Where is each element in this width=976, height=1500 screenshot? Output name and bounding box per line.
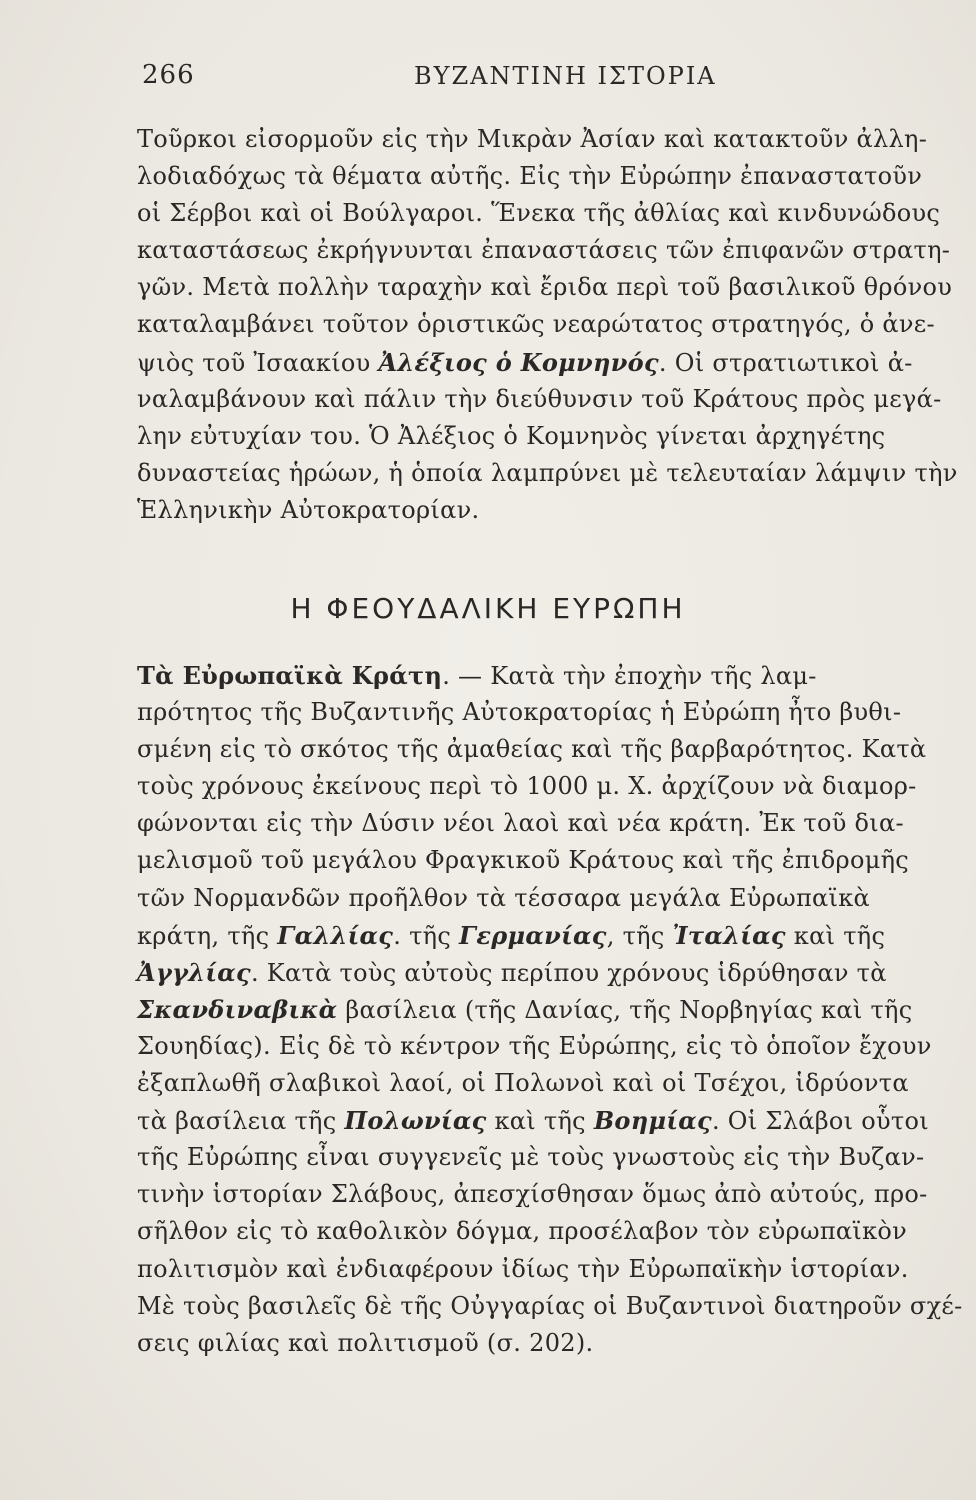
text-line: λοδιαδόχως τὰ θέματα αὐτῆς. Εἰς τὴν Εὐρώπην ἐπαναστατοῦν [137,162,923,191]
text-line: Μὲ τοὺς βασιλεῖς δὲ τῆς Οὐγγαρίας οἱ Βυζαντινοὶ διατηροῦν σχέ- [137,1291,963,1320]
subsection-title: Τὰ Εὐρωπαϊκὰ Κράτη [137,661,443,690]
text-line: πολιτισμὸν καὶ ἐνδιαφέρουν ἰδίως τὴν Εὐρωπαϊκὴν ἱστορίαν. [137,1254,909,1283]
text-line: τὰ βασίλεια τῆς Πολωνίας καὶ τῆς Βοημίας. Οἱ Σλάβοι οὗτοι [137,1106,929,1136]
page-header [142,60,886,94]
text-line: γῶν. Μετὰ πολλὴν ταραχὴν καὶ ἔριδα περὶ τοῦ βασιλικοῦ θρόνου [137,273,953,302]
text-line: τινὴν ἱστορίαν Σλάβους, ἀπεσχίσθησαν ὅμως ἀπὸ αὐτούς, προ- [137,1180,928,1209]
text-line: καταλαμβάνει τοῦτον ὁριστικῶς νεαρώτατος στρατηγός, ὁ ἀνε- [137,310,935,339]
text-line: Ἀγγλίας. Κατὰ τοὺς αὐτοὺς περίπου χρόνους ἱδρύθησαν τὰ [137,957,887,987]
text-line: Ἑλληνικὴν Αὐτοκρατορίαν. [137,495,480,524]
text-line: φώνονται εἰς τὴν Δύσιν νέοι λαοὶ καὶ νέα κράτη. Ἐκ τοῦ δια- [137,809,904,838]
text-line: κράτη, τῆς Γαλλίας. τῆς Γερμανίας, τῆς Ἰταλίας καὶ τῆς [137,920,886,950]
emphasis-name: Σκανδιναβικὰ [137,994,338,1024]
paragraph-byzantine-crisis [137,121,958,529]
text-line: δυναστείας ἡρώων, ἡ ὁποία λαμπρύνει μὲ τελευταίαν λάμψιν τὴν [137,458,958,487]
text-line: τῶν Νορμανδῶν προῆλθον τὰ τέσσαρα μεγάλα Εὐρωπαϊκὰ [137,883,871,912]
emphasis-name: Πολωνίας [344,1106,487,1136]
text-line: Τοῦρκοι εἰσορμοῦν εἰς τὴν Μικρὰν Ἀσίαν καὶ κατακτοῦν ἀλλη- [137,125,928,153]
text-line: ἐξαπλωθῆ σλαβικοὶ λαοί, οἱ Πολωνοὶ καὶ οἱ Τσέχοι, ἱδρύοντα [137,1069,909,1098]
text-line: λην εὐτυχίαν του. Ὁ Ἀλέξιος ὁ Κομνηνὸς γίνεται ἀρχηγέτης [137,421,886,450]
running-title: ΒΥΖΑΝΤΙΝΗ ΙΣΤΟΡΙΑ [414,62,717,90]
text-line: καταστάσεως ἐκρήγνυνται ἐπαναστάσεις τῶν ἐπιφανῶν στρατη- [137,236,951,265]
emphasis-name: Γαλλίας [277,920,394,950]
text-line: οἱ Σέρβοι καὶ οἱ Βούλγαροι. Ἕνεκα τῆς ἀθλίας καὶ κινδυνώδους [137,199,941,228]
section-heading: Η ΦΕΟΥΔΑΛΙΚΗ ΕΥΡΩΠΗ [290,592,686,625]
emphasis-name: Βοημίας [593,1106,712,1136]
text-line: ψιὸς τοῦ Ἰσαακίου Ἀλέξιος ὁ Κομνηνός. Οἱ στρατιωτικοὶ ἀ- [137,347,913,377]
emphasis-name: Ἰταλίας [672,920,786,950]
text-line: πρότητος τῆς Βυζαντινῆς Αὐτοκρατορίας ἡ Εὐρώπη ἦτο βυθι- [137,698,902,727]
text-line: σεις φιλίας καὶ πολιτισμοῦ (σ. 202). [137,1328,594,1357]
text-line: μελισμοῦ τοῦ μεγάλου Φραγκικοῦ Κράτους καὶ τῆς ἐπιδρομῆς [137,846,910,875]
text-line: τοὺς χρόνους ἐκείνους περὶ τὸ 1000 μ. Χ. ἀρχίζουν νὰ διαμορ- [137,772,917,801]
page-number: 266 [142,60,195,90]
text-line: Τὰ Εὐρωπαϊκὰ Κράτη. — Κατὰ τὴν ἐποχὴν τῆς λαμ- [137,661,817,690]
text-line: τῆς Εὐρώπης εἶναι συγγενεῖς μὲ τοὺς γνωστοὺς εἰς τὴν Βυζαν- [137,1143,925,1172]
emphasis-name: Ἀλέξιος ὁ Κομνηνός [378,347,659,377]
emphasis-name: Γερμανίας [459,920,607,950]
text-line: Σουηδίας). Εἰς δὲ τὸ κέντρον τῆς Εὐρώπης, εἰς τὸ ὁποῖον ἔχουν [137,1031,932,1060]
text-line: ναλαμβάνουν καὶ πάλιν τὴν διεύθυνσιν τοῦ Κράτους πρὸς μεγά- [137,384,942,413]
text-line: σμένη εἰς τὸ σκότος τῆς ἀμαθείας καὶ τῆς βαρβαρότητος. Κατὰ [137,735,927,764]
text-line: Σκανδιναβικὰ βασίλεια (τῆς Δανίας, τῆς Νορβηγίας καὶ τῆς [137,994,913,1024]
text-line: σῆλθον εἰς τὸ καθολικὸν δόγμα, προσέλαβον τὸν εὐρωπαϊκὸν [137,1217,908,1246]
paragraph-european-states [137,657,963,1362]
emphasis-name: Ἀγγλίας [137,957,251,987]
